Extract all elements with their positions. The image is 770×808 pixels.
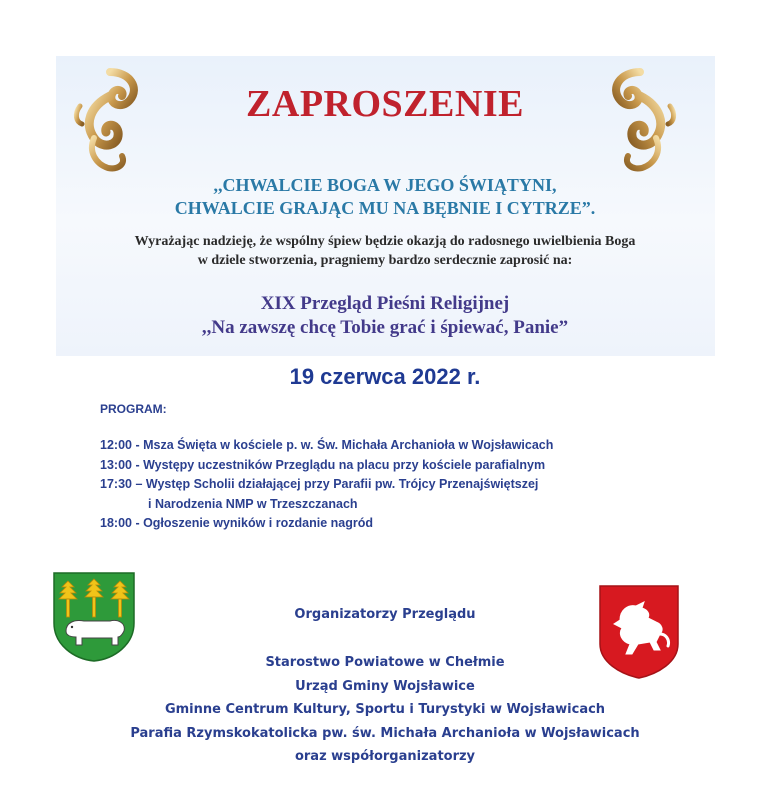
event-line: ,,Na zawszę chcę Tobie grać i śpiewać, Panie” [201,317,569,338]
organizer-line: Gminne Centrum Kultury, Sportu i Turystyki w Wojsławicach [164,702,606,717]
event-date: 19 czerwca 2022 r. [289,364,481,389]
quote-line: CHWALCIE GRAJĄC MU NA BĘBNIE I CYTRZE”. [174,198,596,218]
organizer-line: Starostwo Powiatowe w Chełmie [265,655,505,670]
organizer-line: oraz współorganizatorzy [294,749,476,764]
program-item: 17:30 – Występ Scholii działającej przy Parafii pw. Trójcy Przenajświętszej [100,477,539,491]
program-item: 13:00 - Występy uczestników Przeglądu na placu przy kościele parafialnym [100,457,546,472]
program-item-continuation: i Narodzenia NMP w Trzeszczanach [148,496,358,511]
intro-line: w dziele stworzenia, pragniemy bardzo serdecznie zaprosić na: [197,253,573,268]
organizers-heading: Organizatorzy Przeglądu [294,607,476,622]
organizers-block [0,605,770,769]
intro-line: Wyrażając nadzieję, że wspólny śpiew będzie okazją do radosnego uwielbienia Boga [134,234,636,249]
event-title [0,292,770,340]
scripture-quote [0,174,770,220]
program-item: 12:00 - Msza Święta w kościele p. w. Św. Michała Archanioła w Wojsławicach [100,438,554,452]
program-item: 18:00 - Ogłoszenie wyników i rozdanie nagród [100,516,373,530]
program-heading: PROGRAM: [100,402,167,416]
page-title: ZAPROSZENIE [246,83,524,125]
organizer-line: Parafia Rzymskokatolicka pw. św. Michała Archanioła w Wojsławicach [130,725,640,741]
intro-text [0,232,770,270]
event-line: XIX Przegląd Pieśni Religijnej [260,293,510,314]
organizer-line: Urząd Gminy Wojsławice [295,678,475,694]
quote-line: ,,CHWALCIE BOGA W JEGO ŚWIĄTYNI, [213,175,557,195]
program-list [100,436,740,534]
